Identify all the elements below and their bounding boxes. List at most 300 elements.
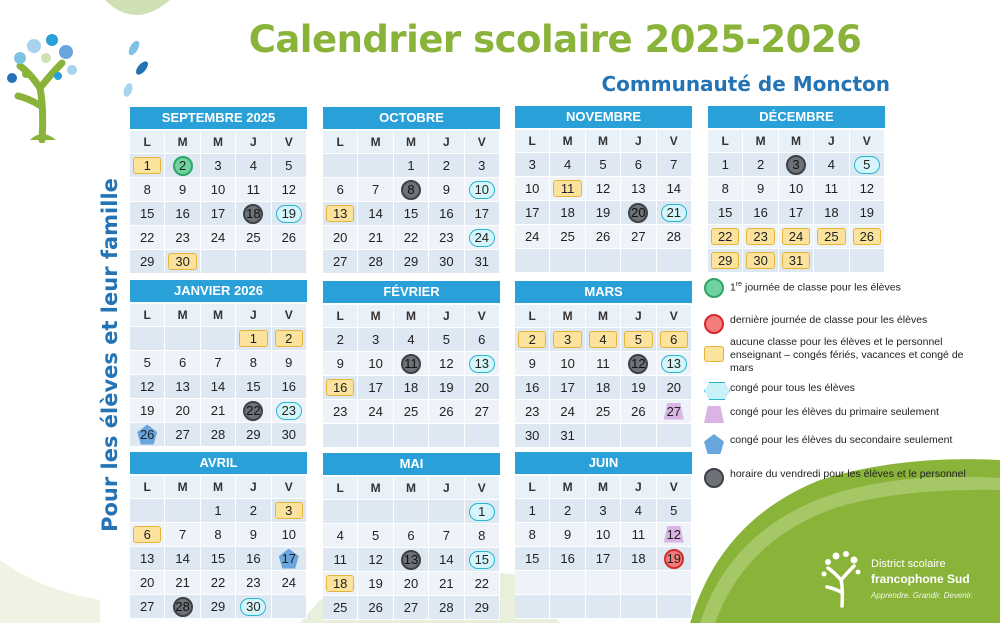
day-cell: [586, 499, 621, 523]
day-cell: [165, 399, 200, 423]
day-cell: [515, 376, 550, 400]
day-number: 28: [175, 599, 190, 614]
day-cell: [850, 249, 885, 273]
day-number: 3: [528, 157, 536, 172]
day-number: 25: [824, 229, 839, 244]
day-number: 5: [670, 503, 678, 518]
day-number: 15: [210, 551, 226, 566]
day-number: 6: [407, 528, 415, 543]
day-number: 3: [285, 503, 293, 518]
weekday-header: M: [779, 130, 814, 153]
day-cell: [621, 547, 656, 571]
day-number: 10: [474, 182, 490, 197]
day-number: 30: [246, 599, 261, 614]
month-header: AVRIL: [130, 452, 307, 474]
day-cell: [394, 524, 429, 548]
day-number: 13: [139, 551, 155, 566]
day-number: 19: [139, 403, 155, 418]
day-number: 20: [139, 575, 155, 590]
day-number: 3: [599, 503, 607, 518]
day-number: 15: [717, 205, 733, 220]
month-header: OCTOBRE: [323, 107, 500, 129]
day-number: 24: [281, 575, 297, 590]
day-cell: [743, 249, 778, 273]
day-cell: [394, 154, 429, 178]
day-cell: [515, 177, 550, 201]
day-number: 24: [560, 404, 575, 419]
day-number: 22: [403, 230, 419, 245]
day-cell: [323, 424, 358, 448]
day-number: 27: [139, 599, 155, 614]
weekday-header: L: [708, 130, 743, 153]
day-cell: [657, 571, 692, 595]
day-cell: [515, 400, 550, 424]
day-cell: [550, 424, 585, 448]
day-number: 14: [666, 181, 682, 196]
day-cell: [708, 249, 743, 273]
day-number: 27: [332, 254, 348, 269]
day-cell: [657, 249, 692, 273]
month-header: JUIN: [515, 452, 692, 474]
day-cell: [394, 400, 429, 424]
day-cell: [201, 250, 236, 274]
day-number: 21: [666, 205, 682, 220]
day-cell: [429, 352, 464, 376]
day-number: 20: [403, 576, 419, 591]
day-number: 16: [524, 380, 540, 395]
day-cell: [515, 571, 550, 595]
day-number: 18: [332, 576, 348, 591]
day-cell: [708, 177, 743, 201]
day-cell: [621, 571, 656, 595]
day-number: 5: [442, 332, 450, 347]
legend-text: [730, 406, 970, 419]
legend-label: horaire du vendredi pour les élèves et le personnel: [730, 468, 966, 480]
day-cell: [621, 499, 656, 523]
legend-prefix: 1: [730, 281, 736, 294]
day-number: 9: [285, 355, 293, 370]
day-number: 12: [281, 182, 297, 197]
day-number: 6: [634, 157, 642, 172]
day-number: 5: [143, 355, 151, 370]
day-number: 4: [407, 332, 415, 347]
day-number: 25: [560, 229, 575, 244]
day-cell: [165, 571, 200, 595]
day-cell: [515, 225, 550, 249]
day-cell: [586, 571, 621, 595]
day-cell: [708, 201, 743, 225]
month-header: SEPTEMBRE 2025: [130, 107, 307, 129]
legend-text: [730, 278, 970, 295]
weekday-header: V: [657, 476, 692, 499]
day-cell: [201, 523, 236, 547]
day-number: 2: [336, 332, 344, 347]
day-cell: [429, 548, 464, 572]
day-cell: [465, 178, 500, 202]
month-header: NOVEMBRE: [515, 106, 692, 128]
day-number: 27: [474, 404, 490, 419]
day-number: 18: [631, 551, 646, 566]
day-number: 15: [524, 551, 540, 566]
weekday-header: V: [465, 131, 500, 154]
day-number: 1: [528, 503, 536, 518]
day-cell: [586, 352, 621, 376]
weekday-header: J: [236, 131, 271, 154]
month-days-grid: [323, 131, 500, 274]
day-cell: [850, 225, 885, 249]
day-cell: [550, 595, 585, 619]
day-number: 8: [407, 182, 415, 197]
day-cell: [621, 376, 656, 400]
day-number: 27: [666, 404, 682, 419]
day-cell: [394, 424, 429, 448]
day-cell: [165, 499, 200, 523]
day-cell: [465, 352, 500, 376]
day-number: 17: [524, 205, 540, 220]
day-number: 23: [281, 403, 297, 418]
day-cell: [201, 178, 236, 202]
weekday-header: J: [236, 304, 271, 327]
day-number: 2: [249, 503, 257, 518]
day-cell: [586, 523, 621, 547]
vertical-side-title: Pour les élèves et leur famille: [98, 178, 122, 532]
legend-label: congé pour tous les élèves: [730, 382, 855, 394]
day-number: 29: [246, 427, 261, 442]
day-number: 19: [281, 206, 297, 221]
month-header: FÉVRIER: [323, 281, 500, 303]
day-cell: [201, 351, 236, 375]
weekday-header: M: [165, 304, 200, 327]
day-cell: [850, 153, 885, 177]
day-cell: [465, 424, 500, 448]
month-7: [130, 452, 307, 619]
day-cell: [550, 376, 585, 400]
weekday-header: V: [850, 130, 885, 153]
day-number: 29: [139, 254, 155, 269]
weekday-header: M: [394, 305, 429, 328]
day-cell: [201, 375, 236, 399]
weekday-header: M: [201, 131, 236, 154]
day-number: 16: [560, 551, 575, 566]
day-number: 14: [368, 206, 383, 221]
day-cell: [743, 225, 778, 249]
day-cell: [394, 178, 429, 202]
weekday-header: J: [621, 130, 656, 153]
day-cell: [550, 201, 585, 225]
day-cell: [272, 327, 307, 351]
day-cell: [586, 424, 621, 448]
day-cell: [586, 177, 621, 201]
day-number: 10: [560, 356, 575, 371]
weekday-header: L: [515, 305, 550, 328]
day-number: 22: [717, 229, 733, 244]
day-number: 29: [403, 254, 419, 269]
day-number: 12: [439, 356, 454, 371]
day-number: 29: [717, 253, 733, 268]
day-cell: [465, 250, 500, 274]
weekday-header: M: [165, 131, 200, 154]
day-cell: [814, 153, 849, 177]
day-cell: [465, 202, 500, 226]
weekday-header: L: [323, 305, 358, 328]
day-number: 11: [824, 181, 839, 196]
day-cell: [743, 177, 778, 201]
day-number: 4: [336, 528, 344, 543]
day-cell: [550, 523, 585, 547]
day-number: 9: [336, 356, 344, 371]
day-number: 6: [336, 182, 344, 197]
day-cell: [429, 500, 464, 524]
weekday-header: J: [429, 131, 464, 154]
day-cell: [236, 351, 271, 375]
day-cell: [429, 226, 464, 250]
day-cell: [323, 250, 358, 274]
legend-label: congé pour les élèves du primaire seulement: [730, 406, 939, 418]
day-cell: [272, 226, 307, 250]
weekday-header: L: [515, 476, 550, 499]
day-number: 24: [474, 230, 490, 245]
day-number: 25: [595, 404, 611, 419]
month-days-grid: [708, 130, 885, 273]
day-cell: [236, 250, 271, 274]
day-cell: [586, 376, 621, 400]
legend-text: [730, 468, 970, 481]
day-number: 10: [210, 182, 226, 197]
day-cell: [272, 547, 307, 571]
day-cell: [465, 500, 500, 524]
month-2: [515, 106, 692, 273]
day-number: 12: [859, 181, 875, 196]
day-cell: [323, 202, 358, 226]
legend-symbol-red: [704, 314, 724, 334]
day-number: 20: [332, 230, 348, 245]
day-cell: [236, 178, 271, 202]
day-cell: [236, 499, 271, 523]
day-cell: [550, 153, 585, 177]
weekday-header: V: [657, 305, 692, 328]
day-cell: [130, 178, 165, 202]
day-cell: [236, 523, 271, 547]
day-number: 18: [595, 380, 611, 395]
day-cell: [358, 572, 393, 596]
day-cell: [657, 352, 692, 376]
day-cell: [465, 596, 500, 620]
legend-label: journée de classe pour les élèves: [742, 281, 901, 294]
day-cell: [465, 376, 500, 400]
brand-name-line1: District scolaire: [871, 558, 946, 570]
day-number: 20: [175, 403, 190, 418]
day-cell: [358, 250, 393, 274]
day-number: 13: [631, 181, 646, 196]
weekday-header: J: [429, 477, 464, 500]
day-number: 2: [563, 503, 572, 518]
weekday-header: J: [621, 476, 656, 499]
day-cell: [130, 571, 165, 595]
month-header: MAI: [323, 453, 500, 475]
day-number: 6: [143, 527, 151, 542]
weekday-header: L: [130, 304, 165, 327]
day-number: 10: [595, 527, 611, 542]
day-number: 11: [560, 181, 575, 196]
weekday-header: L: [130, 476, 165, 499]
weekday-header: M: [586, 305, 621, 328]
day-cell: [465, 400, 500, 424]
day-number: 17: [788, 205, 804, 220]
month-0: [130, 107, 307, 274]
day-cell: [394, 376, 429, 400]
weekday-header: J: [429, 305, 464, 328]
day-number: 24: [210, 230, 226, 245]
day-number: 8: [249, 355, 257, 370]
day-cell: [272, 202, 307, 226]
day-cell: [779, 177, 814, 201]
day-cell: [586, 328, 621, 352]
month-days-grid: [130, 476, 307, 619]
day-number: 28: [666, 229, 682, 244]
day-cell: [550, 177, 585, 201]
day-cell: [358, 500, 393, 524]
weekday-header: J: [236, 476, 271, 499]
day-number: 31: [474, 254, 490, 269]
day-cell: [779, 201, 814, 225]
day-cell: [586, 547, 621, 571]
day-number: 19: [439, 380, 454, 395]
day-cell: [550, 571, 585, 595]
weekday-header: M: [550, 305, 585, 328]
day-number: 5: [285, 158, 293, 173]
day-cell: [130, 423, 165, 447]
day-number: 4: [634, 503, 642, 518]
weekday-header: V: [272, 131, 307, 154]
day-cell: [550, 499, 585, 523]
day-cell: [621, 523, 656, 547]
day-cell: [429, 250, 464, 274]
day-cell: [236, 202, 271, 226]
day-number: 13: [403, 552, 419, 567]
day-number: 26: [368, 600, 383, 615]
day-cell: [323, 572, 358, 596]
day-cell: [429, 202, 464, 226]
day-number: 24: [788, 229, 804, 244]
day-number: 1: [721, 157, 729, 172]
day-number: 6: [478, 332, 486, 347]
day-number: 11: [246, 182, 261, 197]
day-cell: [657, 225, 692, 249]
day-cell: [621, 595, 656, 619]
day-cell: [272, 571, 307, 595]
day-cell: [515, 547, 550, 571]
day-cell: [236, 547, 271, 571]
day-number: 6: [670, 332, 678, 347]
day-cell: [165, 202, 200, 226]
day-number: 8: [143, 182, 151, 197]
day-cell: [358, 400, 393, 424]
day-cell: [130, 154, 165, 178]
day-number: 12: [595, 181, 611, 196]
day-cell: [201, 595, 236, 619]
day-number: 13: [175, 379, 190, 394]
day-number: 23: [524, 404, 540, 419]
weekday-header: M: [743, 130, 778, 153]
day-number: 9: [756, 181, 765, 196]
day-number: 9: [528, 356, 536, 371]
month-3: [708, 106, 885, 273]
day-cell: [323, 524, 358, 548]
day-cell: [621, 328, 656, 352]
day-number: 19: [631, 380, 646, 395]
weekday-header: J: [814, 130, 849, 153]
day-cell: [515, 352, 550, 376]
day-cell: [657, 424, 692, 448]
day-number: 26: [281, 230, 297, 245]
day-cell: [201, 327, 236, 351]
day-cell: [130, 226, 165, 250]
day-cell: [236, 375, 271, 399]
day-cell: [201, 154, 236, 178]
day-cell: [323, 596, 358, 620]
day-number: 23: [753, 229, 768, 244]
month-days-grid: [323, 477, 500, 620]
day-cell: [323, 328, 358, 352]
day-number: 29: [474, 600, 490, 615]
day-number: 17: [560, 380, 575, 395]
day-number: 20: [474, 380, 490, 395]
day-cell: [586, 201, 621, 225]
day-cell: [236, 423, 271, 447]
brand-name-line2: francophone Sud: [871, 572, 970, 586]
day-cell: [429, 424, 464, 448]
day-cell: [621, 352, 656, 376]
day-number: 13: [332, 206, 348, 221]
day-cell: [621, 249, 656, 273]
weekday-header: V: [272, 304, 307, 327]
day-number: 27: [175, 427, 190, 442]
day-cell: [394, 226, 429, 250]
day-number: 5: [863, 157, 871, 172]
day-cell: [621, 201, 656, 225]
day-cell: [657, 523, 692, 547]
day-number: 30: [175, 254, 190, 269]
day-number: 8: [214, 527, 222, 542]
day-cell: [586, 595, 621, 619]
day-number: 20: [666, 380, 682, 395]
day-number: 3: [371, 332, 380, 347]
day-cell: [621, 400, 656, 424]
weekday-header: V: [272, 476, 307, 499]
day-number: 11: [631, 527, 646, 542]
legend-text: [730, 336, 970, 375]
day-cell: [515, 153, 550, 177]
month-days-grid: [130, 131, 307, 274]
day-cell: [657, 177, 692, 201]
day-number: 10: [368, 356, 383, 371]
day-number: 9: [563, 527, 572, 542]
month-5: [323, 281, 500, 448]
month-days-grid: [130, 304, 307, 447]
day-cell: [358, 202, 393, 226]
day-cell: [272, 499, 307, 523]
day-cell: [621, 225, 656, 249]
day-cell: [657, 328, 692, 352]
legend-label: dernière journée de classe pour les élèves: [730, 314, 928, 326]
day-cell: [429, 328, 464, 352]
day-number: 18: [403, 380, 419, 395]
day-number: 3: [792, 157, 800, 172]
day-cell: [358, 226, 393, 250]
day-number: 3: [563, 332, 572, 347]
day-cell: [743, 153, 778, 177]
day-number: 5: [599, 157, 607, 172]
